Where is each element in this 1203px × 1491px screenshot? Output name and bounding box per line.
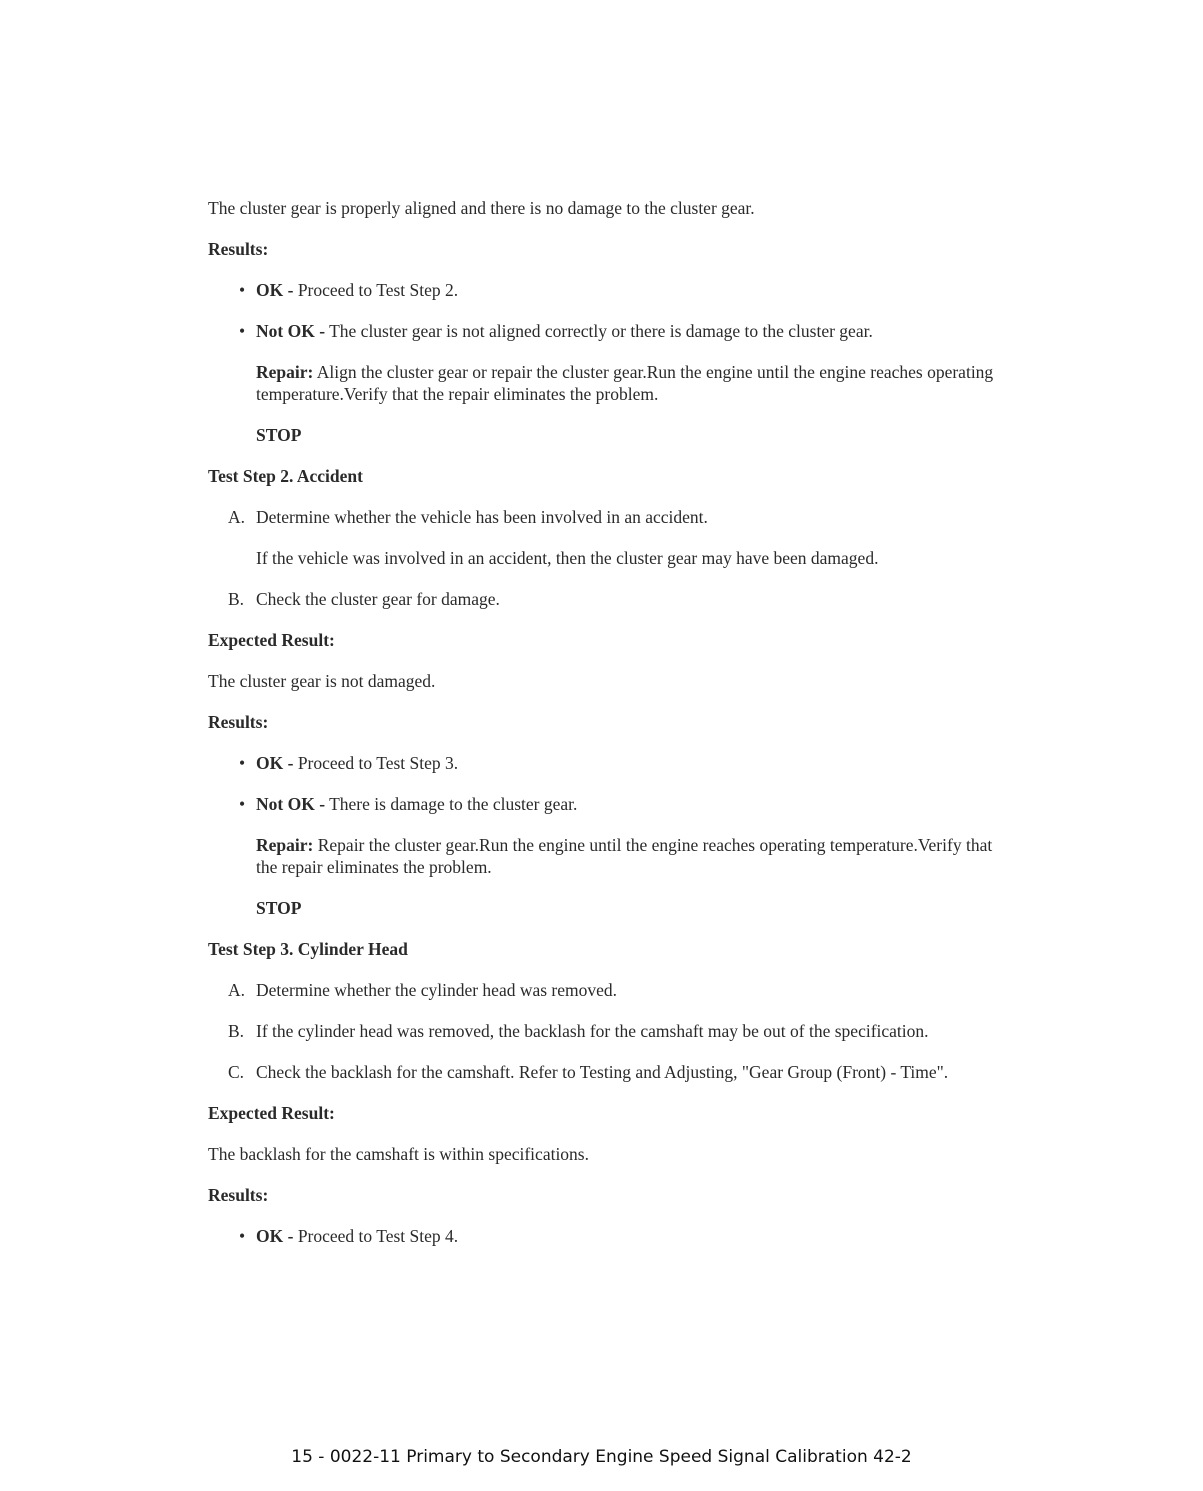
repair-text: Repair the cluster gear.Run the engine until the engine reaches operating temperature.Verify that the repair eliminates the problem. bbox=[256, 835, 993, 877]
step-3-a bbox=[228, 979, 1008, 1001]
not-ok-label: Not OK - bbox=[256, 321, 326, 341]
repair-label: Repair: bbox=[256, 362, 314, 382]
step-letter: B. bbox=[228, 589, 245, 609]
repair-label: Repair: bbox=[256, 835, 314, 855]
results-heading: Results: bbox=[208, 712, 269, 732]
step-3-c bbox=[228, 1061, 1008, 1083]
step-letter: C. bbox=[228, 1062, 245, 1082]
page-footer: 15 - 0022-11 Primary to Secondary Engine Speed Signal Calibration 42-2 bbox=[291, 1447, 912, 1467]
step-text: Determine whether the cylinder head was removed. bbox=[256, 980, 618, 1000]
expected-result-heading: Expected Result: bbox=[208, 630, 335, 650]
ok-text: Proceed to Test Step 3. bbox=[293, 753, 459, 773]
bullet-icon: • bbox=[239, 1226, 246, 1246]
result-not-ok-item bbox=[239, 793, 1008, 815]
result-ok-item bbox=[239, 1225, 1008, 1247]
results-heading: Results: bbox=[208, 239, 269, 259]
test-step-3-heading: Test Step 3. Cylinder Head bbox=[208, 939, 408, 959]
step-text: Check the cluster gear for damage. bbox=[256, 589, 500, 609]
expected-result-heading: Expected Result: bbox=[208, 1103, 335, 1123]
not-ok-label: Not OK - bbox=[256, 794, 326, 814]
bullet-icon: • bbox=[239, 794, 246, 814]
bullet-icon: • bbox=[239, 280, 246, 300]
test-step-2-heading: Test Step 2. Accident bbox=[208, 466, 363, 486]
step-letter: A. bbox=[228, 980, 246, 1000]
bullet-icon: • bbox=[239, 321, 246, 341]
ok-text: Proceed to Test Step 2. bbox=[293, 280, 459, 300]
repair-text: Align the cluster gear or repair the cluster gear.Run the engine until the engine reaches operating temperature.Verify that the repair eliminates the problem. bbox=[256, 362, 994, 404]
step-letter: B. bbox=[228, 1021, 245, 1041]
result-ok-item bbox=[239, 752, 1008, 774]
ok-label: OK - bbox=[256, 1226, 294, 1246]
stop-label: STOP bbox=[256, 425, 302, 445]
step-3-b bbox=[228, 1020, 1008, 1042]
ok-label: OK - bbox=[256, 280, 294, 300]
step-2-a bbox=[228, 506, 1008, 528]
bullet-icon: • bbox=[239, 753, 246, 773]
stop-label: STOP bbox=[256, 898, 302, 918]
document-body bbox=[208, 197, 1008, 1266]
intro-text: The cluster gear is properly aligned and there is no damage to the cluster gear. bbox=[208, 198, 755, 218]
ok-text: Proceed to Test Step 4. bbox=[293, 1226, 459, 1246]
step-2-a-note: If the vehicle was involved in an accident, then the cluster gear may have been damaged. bbox=[256, 548, 879, 568]
step-text: If the cylinder head was removed, the backlash for the camshaft may be out of the specification. bbox=[256, 1021, 929, 1041]
step-letter: A. bbox=[228, 507, 246, 527]
step-text: Determine whether the vehicle has been involved in an accident. bbox=[256, 507, 708, 527]
result-ok-item bbox=[239, 279, 1008, 301]
repair-note bbox=[256, 361, 1008, 405]
ok-label: OK - bbox=[256, 753, 294, 773]
not-ok-text: There is damage to the cluster gear. bbox=[325, 794, 578, 814]
expected-result-text: The backlash for the camshaft is within specifications. bbox=[208, 1144, 589, 1164]
not-ok-text: The cluster gear is not aligned correctly or there is damage to the cluster gear. bbox=[325, 321, 873, 341]
results-heading: Results: bbox=[208, 1185, 269, 1205]
expected-result-text: The cluster gear is not damaged. bbox=[208, 671, 436, 691]
result-not-ok-item bbox=[239, 320, 1008, 342]
step-text: Check the backlash for the camshaft. Refer to Testing and Adjusting, "Gear Group (Front) - Time". bbox=[256, 1062, 949, 1082]
step-2-b bbox=[228, 588, 1008, 610]
repair-note bbox=[256, 834, 1008, 878]
